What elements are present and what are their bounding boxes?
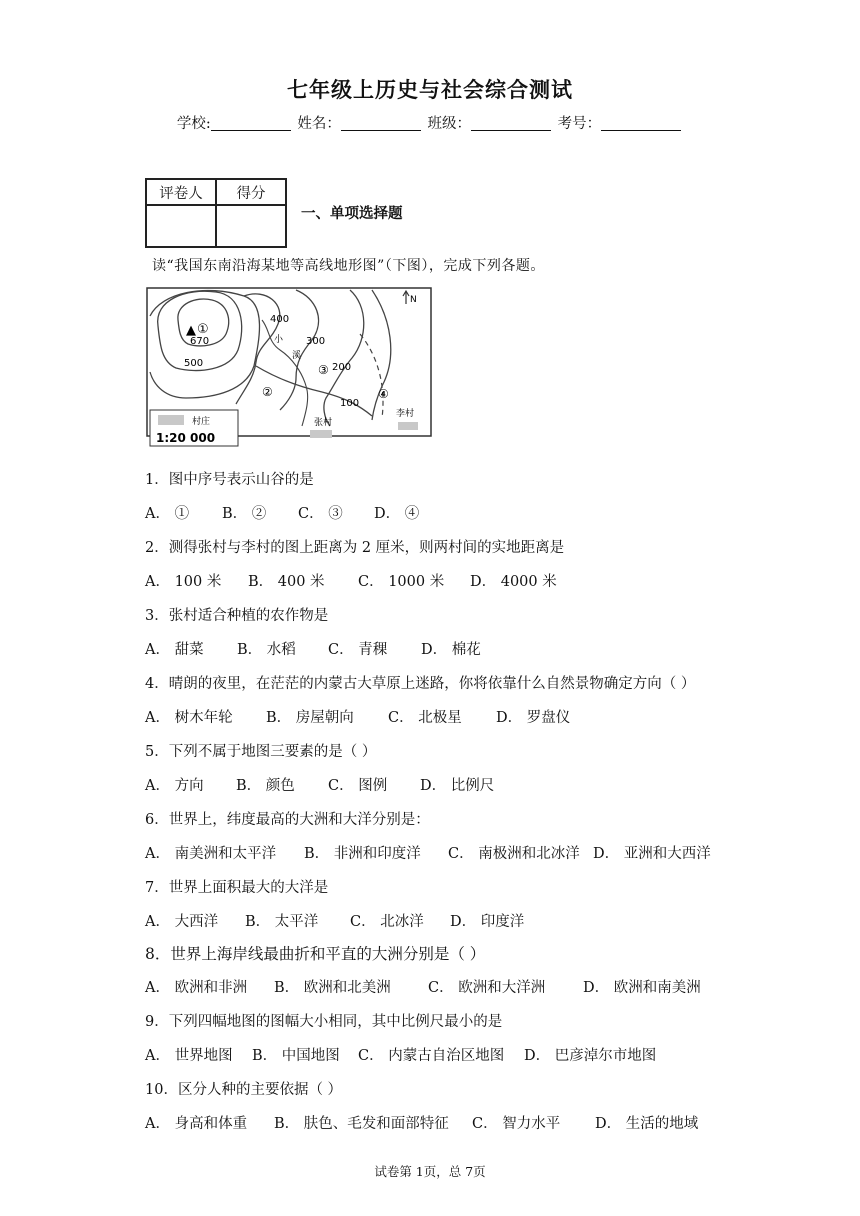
option-c: C． 内蒙古自治区地图 xyxy=(358,1048,505,1064)
option-c: C． 1000 米 xyxy=(358,574,445,590)
label-100: 100 xyxy=(340,398,360,409)
option-c: C． 南极洲和北冰洋 xyxy=(448,846,580,862)
marker-3: ③ xyxy=(318,363,329,377)
peak-icon: ▲ xyxy=(186,323,196,338)
option-b: B． 太平洋 xyxy=(245,914,319,930)
option-d: D． 比例尺 xyxy=(420,778,495,794)
option-c: C． 北冰洋 xyxy=(350,914,424,930)
contour-map xyxy=(146,286,432,448)
marker-2: ② xyxy=(262,385,273,399)
option-d: D． 巴彦淖尔市地图 xyxy=(524,1048,657,1064)
school-blank xyxy=(211,116,291,131)
option-a: A． 树木年轮 xyxy=(145,710,233,726)
number-blank xyxy=(601,116,681,131)
legend-village-label: 村庄 xyxy=(192,417,211,427)
section-title: 一、单项选择题 xyxy=(301,206,403,222)
score-cell xyxy=(216,205,286,247)
question-stem: 3．张村适合种植的农作物是 xyxy=(145,608,329,624)
number-label: 考号： xyxy=(557,116,602,132)
village-legend-swatch xyxy=(158,415,184,425)
student-info-line xyxy=(0,112,860,133)
option-a: A． 世界地图 xyxy=(145,1048,233,1064)
li-village-label: 李村 xyxy=(396,409,415,419)
option-a: A． 方向 xyxy=(145,778,204,794)
map-scale: 1:20 000 xyxy=(156,431,216,445)
school-label: 学校: xyxy=(176,116,211,132)
option-c: C． 欧洲和大洋洲 xyxy=(428,980,546,996)
grader-header: 评卷人 xyxy=(146,179,216,205)
option-c: C． ③ xyxy=(298,506,343,522)
option-d: D． 棉花 xyxy=(421,642,481,658)
option-a: A． 南美洲和太平洋 xyxy=(145,846,277,862)
option-b: B． 400 米 xyxy=(248,574,325,590)
name-blank xyxy=(341,116,421,131)
label-300: 300 xyxy=(306,336,326,347)
option-b: B． 中国地图 xyxy=(252,1048,340,1064)
question-stem: 4．晴朗的夜里，在茫茫的内蒙古大草原上迷路，你将依靠什么自然景物确定方向（ ） xyxy=(145,676,696,692)
north-label: N xyxy=(410,295,417,305)
question-intro: 读“我国东南沿海某地等高线地形图”（下图），完成下列各题。 xyxy=(152,258,545,274)
option-d: D． ④ xyxy=(374,506,420,522)
option-d: D． 欧洲和南美洲 xyxy=(583,980,701,996)
zhang-village-label: 张村 xyxy=(314,418,333,428)
score-table xyxy=(145,178,287,248)
question-stem: 6．世界上，纬度最高的大洲和大洋分别是： xyxy=(145,812,430,828)
option-c: C． 青稞 xyxy=(328,642,388,658)
class-blank xyxy=(471,116,551,131)
option-a: A． 大西洋 xyxy=(145,914,219,930)
question-stem: 2．测得张村与李村的图上距离为 2 厘米，则两村间的实地距离是 xyxy=(145,540,565,556)
option-a: A． ① xyxy=(145,506,190,522)
option-c: C． 图例 xyxy=(328,778,388,794)
stream-label-2: 溪 xyxy=(292,351,302,361)
page-footer: 试卷第 1页，总 7页 xyxy=(374,1164,486,1179)
option-b: B． 房屋朝向 xyxy=(266,710,354,726)
option-d: D． 印度洋 xyxy=(450,914,525,930)
label-500: 500 xyxy=(184,358,204,369)
option-d: D． 生活的地域 xyxy=(595,1116,699,1132)
exam-title: 七年级上历史与社会综合测试 xyxy=(287,78,573,102)
option-c: C． 北极星 xyxy=(388,710,462,726)
li-village-marker xyxy=(398,422,418,430)
option-a: A． 甜菜 xyxy=(145,642,204,658)
option-d: D． 4000 米 xyxy=(470,574,557,590)
option-b: B． ② xyxy=(222,506,267,522)
score-header: 得分 xyxy=(216,179,286,205)
name-label: 姓名： xyxy=(297,116,341,132)
question-stem: 10．区分人种的主要依据（ ） xyxy=(145,1082,343,1098)
question-stem: 5．下列不属于地图三要素的是（ ） xyxy=(145,744,377,760)
elevation-670: 670 xyxy=(190,336,210,347)
marker-4: ④ xyxy=(378,387,389,401)
zhang-village-marker xyxy=(310,430,332,438)
label-200: 200 xyxy=(332,362,352,373)
question-stem: 9．下列四幅地图的图幅大小相同，其中比例尺最小的是 xyxy=(145,1014,503,1030)
marker-1: ① xyxy=(197,322,209,337)
question-stem: 7．世界上面积最大的大洋是 xyxy=(145,880,329,896)
grader-cell xyxy=(146,205,216,247)
question-stem: 1．图中序号表示山谷的是 xyxy=(145,472,314,488)
option-b: B． 颜色 xyxy=(236,778,295,794)
option-b: B． 水稻 xyxy=(237,642,296,658)
label-400: 400 xyxy=(270,314,290,325)
option-b: B． 欧洲和北美洲 xyxy=(274,980,391,996)
option-d: D． 罗盘仪 xyxy=(496,710,571,726)
option-b: B． 肤色、毛发和面部特征 xyxy=(274,1116,449,1132)
option-a: A． 欧洲和非洲 xyxy=(145,980,248,996)
question-stem: 8．世界上海岸线最曲折和平直的大洲分别是（ ） xyxy=(145,945,486,963)
option-a: A． 100 米 xyxy=(145,574,222,590)
option-d: D． 亚洲和大西洋 xyxy=(593,846,711,862)
option-a: A． 身高和体重 xyxy=(145,1116,248,1132)
stream-label-1: 小 xyxy=(274,335,284,345)
option-c: C． 智力水平 xyxy=(472,1116,561,1132)
option-b: B． 非洲和印度洋 xyxy=(304,846,421,862)
class-label: 班级： xyxy=(427,116,471,132)
